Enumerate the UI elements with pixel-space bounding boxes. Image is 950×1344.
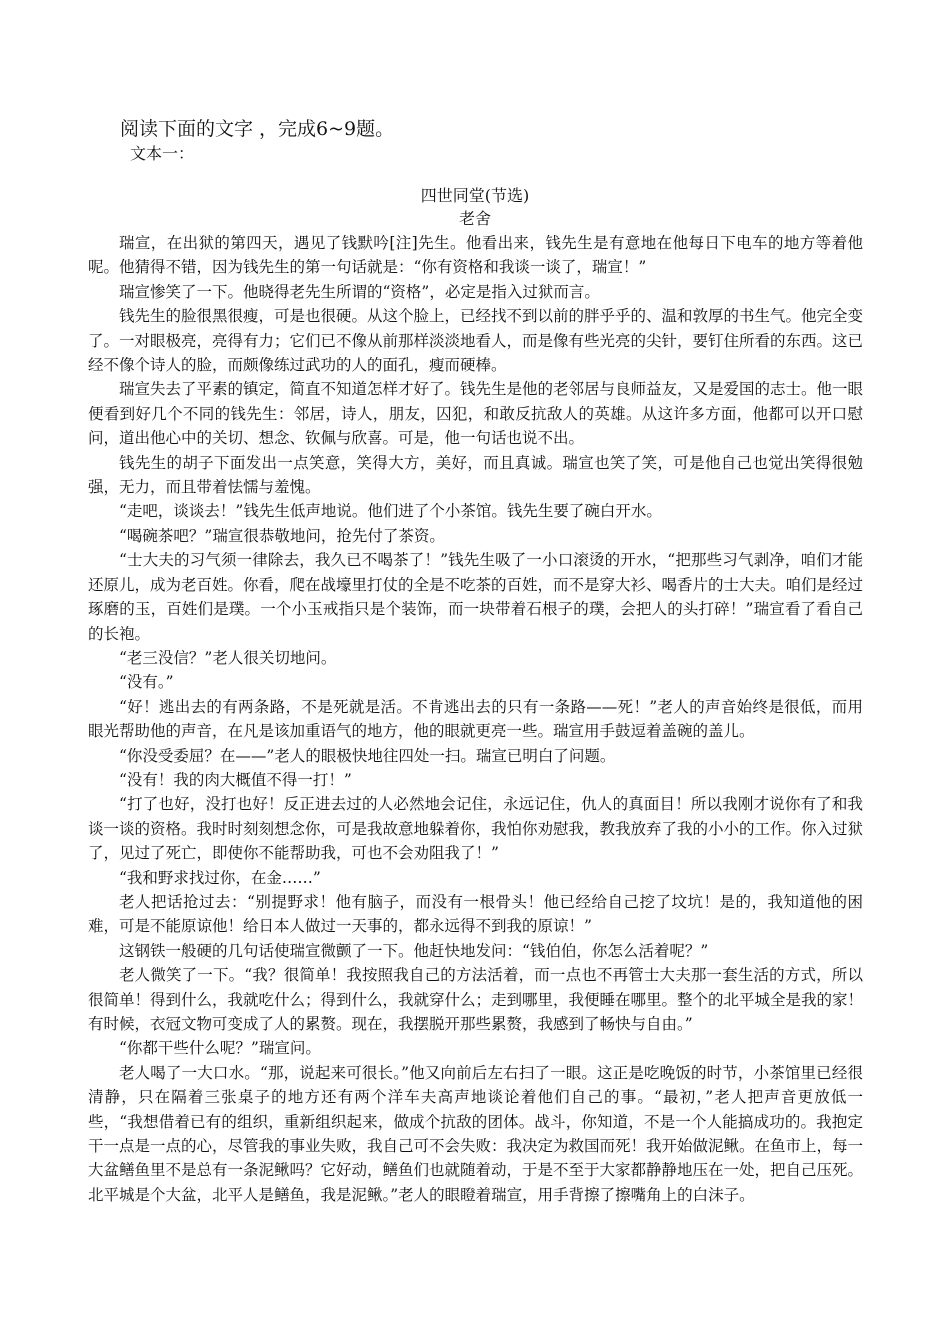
paragraph: 老人把话抢过去：“别提野求！他有脑子，而没有一根骨头！他已经给自己挖了坟坑！是的，我知道他的困难，可是不能原谅他！给日本人做过一天事的，都永远得不到我的原谅！” bbox=[88, 892, 863, 936]
paragraph: 老人微笑了一下。“我？很简单！我按照我自己的方法活着，而一点也不再管士大夫那一套生活的方式，所以很简单！得到什么，我就吃什么；得到什么，我就穿什么；走到哪里，我便睡在哪里。整个的北平城全是我的家！有时候，衣冠文物可变成了人的累赘。现在，我摆脱开那些累赘，我感到了畅快与自由。” bbox=[88, 966, 864, 1033]
question-instruction: 阅读下面的文字 ，完成6~9题。 bbox=[120, 118, 395, 140]
paragraph: 老人喝了一大口水。“那，说起来可很长。”他又向前后左右扫了一眼。这正是吃晚饭的时节，小茶馆里已经很清静，只在隔着三张桌子的地方还有两个洋车夫高声地谈论着他们自己的事。“最初，”老人把声音更放低一些，“我想借着已有的组织，重新组织起来，做成个抗敌的团体。战斗，你知道，不是一个人能搞成功的。我抱定干一点是一点的心，尽管我的事业失败，我自己可不会失败：我决定为救国而死！我开始做泥鳅。在鱼市上，每一大盆鳝鱼里不是总有一条泥鳅吗？它好动，鳝鱼们也就随着动，于是不至于大家都静静地压在一处，把自己压死。北平城是个大盆，北平人是鳝鱼，我是泥鳅。”老人的眼瞪着瑞宣，用手背擦了擦嘴角上的白沫子。 bbox=[88, 1063, 864, 1204]
paragraph: 钱先生的胡子下面发出一点笑意，笑得大方，美好，而且真诚。瑞宣也笑了笑，可是他自己也觉出笑得很勉强，无力，而且带着怯懦与羞愧。 bbox=[88, 453, 863, 497]
paragraph: 瑞宣失去了平素的镇定，简直不知道怎样才好了。钱先生是他的老邻居与良师益友，又是爱国的志士。他一眼便看到好几个不同的钱先生：邻居，诗人，朋友，囚犯，和敢反抗敌人的英雄。从这许多方面，他都可以开口慰问，道出他心中的关切、想念、钦佩与欣喜。可是，他一句话也说不出。 bbox=[88, 380, 864, 448]
paragraph: “没有。” bbox=[119, 673, 174, 692]
article-body bbox=[88, 231, 863, 1207]
paragraph: “我和野求找过你，在金……” bbox=[119, 868, 321, 887]
paragraph: 瑞宣惨笑了一下。他晓得老先生所谓的“资格”，必定是指入过狱而言。 bbox=[119, 282, 600, 301]
paragraph: 钱先生的脸很黑很瘦，可是也很硬。从这个脸上，已经找不到以前的胖乎乎的、温和敦厚的书生气。他完全变了。一对眼极亮，亮得有力；它们已不像从前那样淡淡地看人，而是像有些光亮的尖针，要钉住所看的东西。这已经不像个诗人的脸，而颇像练过武功的人的面孔，瘦而硬棒。 bbox=[88, 307, 864, 375]
paragraph: “打了也好，没打也好！反正进去过的人必然地会记住，永远记住，仇人的真面目！所以我刚才说你有了和我谈一谈的资格。我时时刻刻想念你，可是我故意地躲着你，我怕你劝慰我，教我放弃了我的小小的工作。你入过狱了，见过了死亡，即使你不能帮助我，可也不会劝阻我了！” bbox=[88, 795, 864, 863]
paragraph: “走吧，谈谈去！”钱先生低声地说。他们进了个小茶馆。钱先生要了碗白开水。 bbox=[119, 502, 662, 521]
paragraph: “好！逃出去的有两条路，不是死就是活。不肯逃出去的只有一条路——死！”老人的声音始终是很低，而用眼光帮助他的声音，在凡是该加重语气的地方，他的眼就更亮一些。瑞宣用手鼓逗着盖碗的盖儿。 bbox=[88, 697, 863, 741]
article-title: 四世同堂(节选) bbox=[420, 186, 530, 205]
paragraph: “没有！我的肉大概值不得一打！” bbox=[119, 770, 352, 789]
paragraph: “士大夫的习气须一律除去，我久已不喝茶了！”钱先生吸了一小口滚烫的开水，“把那些习气剥净，咱们才能还原儿，成为老百姓。你看，爬在战壕里打仗的全是不吃茶的百姓，而不是穿大衫、喝香片的士大夫。咱们是经过琢磨的玉，百姓们是璞。一个小玉戒指只是个装饰，而一块带着石根子的璞，会把人的头打碎！”瑞宣看了看自己的长袍。 bbox=[88, 551, 864, 643]
text-label: 文本一： bbox=[130, 144, 195, 163]
paragraph: “老三没信？”老人很关切地问。 bbox=[119, 648, 337, 667]
paragraph: “喝碗茶吧？”瑞宣很恭敬地问，抢先付了茶资。 bbox=[119, 526, 445, 545]
paragraph: “你没受委屈？在——”老人的眼极快地往四处一扫。瑞宣已明白了问题。 bbox=[119, 746, 616, 765]
article-author: 老舍 bbox=[458, 209, 491, 228]
paragraph: 瑞宣，在出狱的第四天，遇见了钱默吟[注]先生。他看出来，钱先生是有意地在他每日下电车的地方等着他呢。他猜得不错，因为钱先生的第一句话就是：“你有资格和我谈一谈了，瑞宣！” bbox=[88, 234, 863, 277]
paragraph: “你都干些什么呢？”瑞宣问。 bbox=[119, 1039, 321, 1058]
paragraph: 这钢铁一般硬的几句话使瑞宣微颤了一下。他赶快地发问：“钱伯伯，你怎么活着呢？” bbox=[119, 941, 709, 960]
